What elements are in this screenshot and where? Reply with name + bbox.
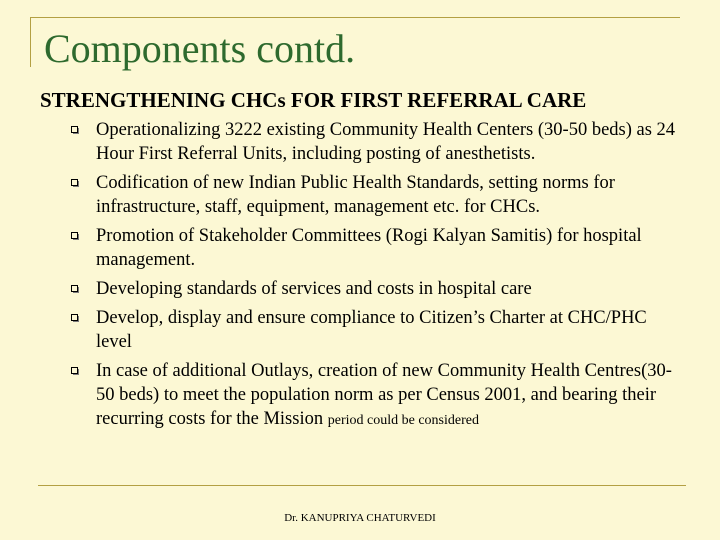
square-bullet-icon <box>71 126 78 133</box>
list-item <box>70 118 680 166</box>
left-divider <box>30 17 31 67</box>
list-item <box>70 306 680 354</box>
list-item <box>70 171 680 219</box>
square-bullet-icon <box>71 285 78 292</box>
square-bullet-icon <box>71 314 78 321</box>
bullet-text: In case of additional Outlays, creation of new Community Health Centres(30-50 beds) to meet the population norm as per Census 2001, and bearing their recurring costs for the Mission <box>96 361 672 429</box>
bullet-text: Codification of new Indian Public Health Standards, setting norms for infrastructure, staff, equipment, management etc. for CHCs. <box>96 173 615 217</box>
bullet-text: Promotion of Stakeholder Committees (Rogi Kalyan Samitis) for hospital management. <box>96 226 642 270</box>
top-divider <box>30 17 680 18</box>
list-item <box>70 277 680 301</box>
bullet-text: Operationalizing 3222 existing Community Health Centers (30-50 beds) as 24 Hour First Referral Units, including posting of anesthetists. <box>96 120 676 164</box>
list-item <box>70 224 680 272</box>
bullet-small-text: period could be considered <box>327 413 479 428</box>
footer-author: Dr. KANUPRIYA CHATURVEDI <box>284 512 436 524</box>
slide-subtitle: STRENGTHENING CHCs FOR FIRST REFERRAL CARE <box>40 88 587 112</box>
bottom-divider <box>38 485 686 486</box>
list-item <box>70 359 680 431</box>
square-bullet-icon <box>71 367 78 374</box>
square-bullet-icon <box>71 179 78 186</box>
bullet-text: Developing standards of services and costs in hospital care <box>96 279 532 299</box>
bullet-text: Develop, display and ensure compliance to Citizen’s Charter at CHC/PHC level <box>96 308 647 352</box>
slide-title: Components contd. <box>44 26 356 71</box>
bullet-list <box>70 118 680 436</box>
square-bullet-icon <box>71 232 78 239</box>
